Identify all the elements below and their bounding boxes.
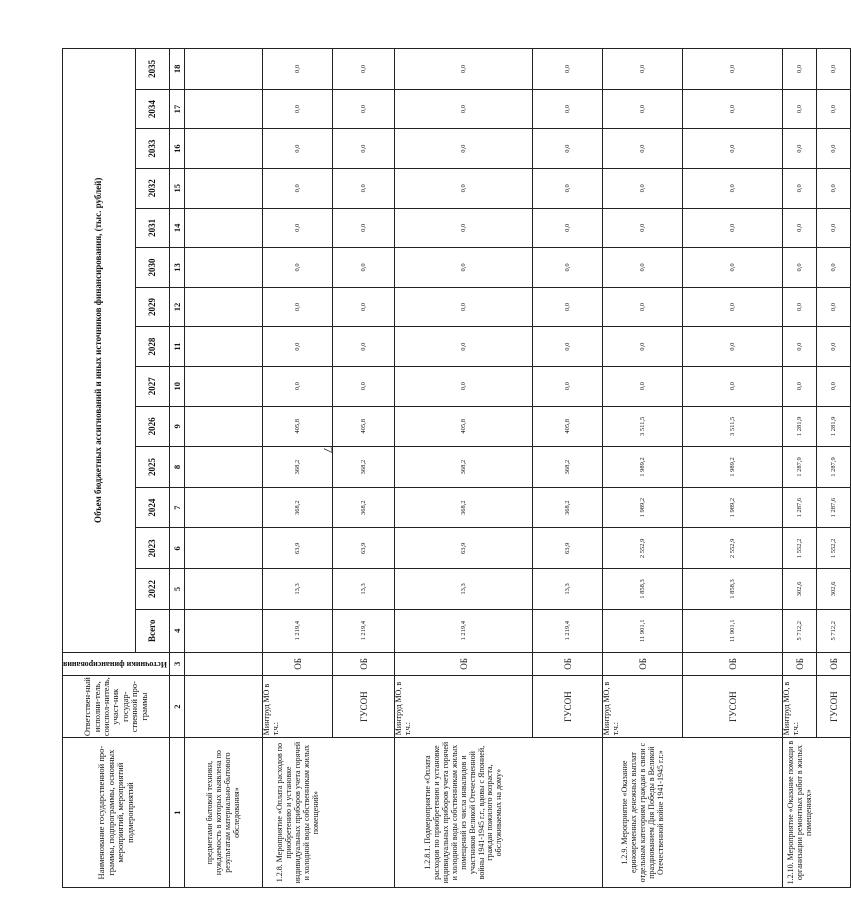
- header-total: Всего: [135, 609, 170, 652]
- row-value: 2 552,9: [603, 528, 683, 569]
- header-col-number: 12: [170, 287, 185, 327]
- row-value: 0,0: [263, 327, 333, 367]
- row-value: 0,0: [683, 168, 783, 208]
- row-value: [185, 609, 263, 652]
- row-source: ОБ: [683, 652, 783, 676]
- row-value: 11 901,1: [683, 609, 783, 652]
- row-value: 1 989,2: [603, 447, 683, 488]
- row-responsible: ГУСОН: [683, 676, 783, 738]
- row-value: 368,2: [263, 487, 333, 528]
- row-value: 1 287,6: [817, 487, 851, 528]
- header-col-number: 2: [170, 676, 185, 738]
- row-source: ОБ: [533, 652, 603, 676]
- row-value: 63,9: [263, 528, 333, 569]
- row-value: 405,8: [533, 406, 603, 447]
- row-value: 1 989,2: [683, 447, 783, 488]
- table-body: [185, 49, 851, 888]
- header-source: [63, 652, 170, 676]
- row-value: 0,0: [683, 208, 783, 248]
- row-value: 0,0: [533, 208, 603, 248]
- row-value: 0,0: [333, 366, 395, 406]
- row-value: 0,0: [603, 248, 683, 288]
- row-value: 302,6: [817, 569, 851, 610]
- table-row: [185, 49, 263, 888]
- row-value: 0,0: [783, 287, 817, 327]
- row-value: 0,0: [817, 327, 851, 367]
- row-name: 1.2.10. Мероприятие «Оказание помощи в организации ремонтных работ в жилых помещениях»: [783, 738, 817, 888]
- row-value: 0,0: [683, 129, 783, 169]
- table-row: [683, 49, 783, 888]
- row-value: 0,0: [395, 327, 533, 367]
- row-value: [185, 89, 263, 129]
- row-name: [333, 738, 395, 888]
- row-value: [185, 208, 263, 248]
- row-value: 0,0: [817, 129, 851, 169]
- row-value: 1 219,4: [333, 609, 395, 652]
- row-value: 0,0: [333, 287, 395, 327]
- row-source: ОБ: [603, 652, 683, 676]
- header-funding: Объем бюджетных ассигнований и иных источников финансирования, (тыс. рублей): [63, 49, 136, 653]
- row-value: 0,0: [783, 129, 817, 169]
- header-col-number: 17: [170, 89, 185, 129]
- row-value: 1 858,3: [683, 569, 783, 610]
- row-value: 1 281,9: [783, 406, 817, 447]
- row-value: [185, 447, 263, 488]
- row-value: 0,0: [817, 89, 851, 129]
- row-value: 0,0: [333, 89, 395, 129]
- header-col-number: 5: [170, 569, 185, 610]
- row-value: 0,0: [817, 49, 851, 90]
- header-col-number: 16: [170, 129, 185, 169]
- row-value: 0,0: [683, 248, 783, 288]
- row-value: [185, 569, 263, 610]
- row-value: 3 511,5: [603, 406, 683, 447]
- row-value: 0,0: [263, 168, 333, 208]
- row-value: 1 287,6: [783, 487, 817, 528]
- row-value: 13,3: [395, 569, 533, 610]
- row-value: 0,0: [395, 168, 533, 208]
- row-value: [185, 366, 263, 406]
- header-col-number: 1: [170, 738, 185, 888]
- row-value: 0,0: [783, 49, 817, 90]
- funding-table: [62, 48, 851, 888]
- row-value: 3 511,5: [683, 406, 783, 447]
- header-year-2031: 2031: [135, 208, 170, 248]
- header-col-number: 18: [170, 49, 185, 90]
- row-value: 1 552,2: [817, 528, 851, 569]
- row-name: 1.2.8. Мероприятие «Оплата расходов по приобретению и установке индивидуальных приборов учета горячей и холодной воды собственникам жилых помещений»: [263, 738, 333, 888]
- row-value: 1 858,3: [603, 569, 683, 610]
- row-value: 0,0: [263, 49, 333, 90]
- row-value: 0,0: [533, 129, 603, 169]
- header-responsible: Ответствен-ный исполни-тель, соиспол-нитель, участ-ник государ-ственной про-граммы: [63, 676, 170, 738]
- row-value: 0,0: [683, 89, 783, 129]
- header-col-number: 11: [170, 327, 185, 367]
- row-value: 1 219,4: [395, 609, 533, 652]
- row-value: 0,0: [333, 49, 395, 90]
- header-col-number: 8: [170, 447, 185, 488]
- row-value: 0,0: [603, 129, 683, 169]
- header-col-number: 14: [170, 208, 185, 248]
- row-value: 368,2: [395, 447, 533, 488]
- table-row: [603, 49, 683, 888]
- row-value: 0,0: [817, 366, 851, 406]
- row-name: 1.2.9. Мероприятие «Оказание единовременных денежных выплат отдельным категориям граждан в связи с празднованием Дня Победы в Великой Отечественной войне 1941-1945 г.г.»: [603, 738, 683, 888]
- header-col-number: 9: [170, 406, 185, 447]
- row-value: 405,8: [395, 406, 533, 447]
- row-source: [185, 652, 263, 676]
- header-year-2026: 2026: [135, 406, 170, 447]
- row-value: 405,8: [333, 406, 395, 447]
- table-row: [395, 49, 533, 888]
- row-value: 11 901,1: [603, 609, 683, 652]
- row-value: 0,0: [683, 49, 783, 90]
- row-responsible: ГУСОН: [533, 676, 603, 738]
- row-value: 1 287,9: [783, 447, 817, 488]
- row-value: 1 281,9: [817, 406, 851, 447]
- header-year-2034: 2034: [135, 89, 170, 129]
- row-value: 0,0: [533, 327, 603, 367]
- row-source: ОБ: [783, 652, 817, 676]
- header-col-number: 10: [170, 366, 185, 406]
- page-number: 7: [321, 446, 336, 454]
- row-value: 0,0: [603, 89, 683, 129]
- row-value: 13,3: [533, 569, 603, 610]
- row-value: 0,0: [683, 287, 783, 327]
- row-value: 0,0: [533, 89, 603, 129]
- row-value: 0,0: [333, 129, 395, 169]
- header-col-number: 6: [170, 528, 185, 569]
- row-value: 0,0: [817, 208, 851, 248]
- table-row: [817, 49, 851, 888]
- row-value: 0,0: [683, 366, 783, 406]
- row-responsible: ГУСОН: [333, 676, 395, 738]
- header-year-2030: 2030: [135, 248, 170, 288]
- row-responsible: Минтруд МО, в т.ч.:: [395, 676, 533, 738]
- row-responsible: Минтруд МО в т.ч.:: [263, 676, 333, 738]
- row-value: 1 989,2: [603, 487, 683, 528]
- row-value: 0,0: [263, 366, 333, 406]
- row-value: 0,0: [603, 327, 683, 367]
- rotated-page: [62, 48, 839, 888]
- row-value: [185, 287, 263, 327]
- row-value: [185, 49, 263, 90]
- row-value: 0,0: [683, 327, 783, 367]
- row-value: 368,2: [333, 447, 395, 488]
- row-value: 0,0: [395, 248, 533, 288]
- row-value: 0,0: [395, 129, 533, 169]
- header-name: Наименование государственной про-граммы, подпрограммы, основных мероприятий, мероприятий подмероприятий: [63, 738, 170, 888]
- row-value: 368,2: [333, 487, 395, 528]
- row-value: 5 712,2: [783, 609, 817, 652]
- row-value: 2 552,9: [683, 528, 783, 569]
- header-source-text: Источники финансирования: [63, 660, 167, 670]
- row-value: 0,0: [783, 89, 817, 129]
- row-source: ОБ: [817, 652, 851, 676]
- row-source: ОБ: [333, 652, 395, 676]
- header-col-number: 3: [170, 652, 185, 676]
- row-value: 0,0: [333, 248, 395, 288]
- row-value: [185, 129, 263, 169]
- header-row-numbers: [170, 49, 185, 888]
- table-row: [533, 49, 603, 888]
- row-name: предметами бытовой техники, нуждаемость в которых выявлена по результатам материально-бытового обследования»: [185, 738, 263, 888]
- row-value: 0,0: [817, 287, 851, 327]
- row-value: 0,0: [533, 248, 603, 288]
- row-value: 302,6: [783, 569, 817, 610]
- table-row: [333, 49, 395, 888]
- row-value: 63,9: [533, 528, 603, 569]
- row-responsible: Минтруд МО, в т.ч.:: [783, 676, 817, 738]
- row-value: 0,0: [263, 129, 333, 169]
- row-value: 0,0: [333, 168, 395, 208]
- row-value: 0,0: [333, 208, 395, 248]
- header-year-2035: 2035: [135, 49, 170, 90]
- row-value: 0,0: [783, 327, 817, 367]
- row-name: 1.2.8.1. Подмероприятие «Оплата расходов по приобретению и установке индивидуальных приборов учета горячей и холодной воды собственникам жилых помещений из числа инвалидов и участников Великой Отечественной войны 1941-1945 г.г., вдовы с Японией, граждан пожилого возраста, обслуживаемых на дому»: [395, 738, 533, 888]
- row-value: 368,2: [533, 487, 603, 528]
- row-value: [185, 487, 263, 528]
- row-value: [185, 528, 263, 569]
- header-year-2032: 2032: [135, 168, 170, 208]
- row-value: 0,0: [395, 366, 533, 406]
- row-value: 368,2: [263, 447, 333, 488]
- header-col-number: 7: [170, 487, 185, 528]
- row-value: 0,0: [533, 287, 603, 327]
- row-value: 1 219,4: [533, 609, 603, 652]
- row-value: 0,0: [783, 168, 817, 208]
- header-col-number: 15: [170, 168, 185, 208]
- header-year-2025: 2025: [135, 447, 170, 488]
- row-value: [185, 168, 263, 208]
- header-year-2028: 2028: [135, 327, 170, 367]
- header-year-2029: 2029: [135, 287, 170, 327]
- header-year-2024: 2024: [135, 487, 170, 528]
- table-row: [783, 49, 817, 888]
- row-value: [185, 406, 263, 447]
- row-value: 0,0: [603, 287, 683, 327]
- table-row: [263, 49, 333, 888]
- row-value: 0,0: [395, 49, 533, 90]
- row-value: 1 287,9: [817, 447, 851, 488]
- row-responsible: [185, 676, 263, 738]
- row-value: 0,0: [603, 49, 683, 90]
- row-responsible: ГУСОН: [817, 676, 851, 738]
- row-value: 63,9: [395, 528, 533, 569]
- header-year-2033: 2033: [135, 129, 170, 169]
- header-row-1: [63, 49, 136, 888]
- row-value: 0,0: [817, 168, 851, 208]
- row-name: [817, 738, 851, 888]
- row-value: 0,0: [533, 168, 603, 208]
- header-year-2027: 2027: [135, 366, 170, 406]
- row-responsible: Минтруд МО, в т.ч.:: [603, 676, 683, 738]
- row-value: 368,2: [395, 487, 533, 528]
- header-col-number: 4: [170, 609, 185, 652]
- row-value: 0,0: [533, 49, 603, 90]
- row-value: 0,0: [395, 287, 533, 327]
- row-value: [185, 248, 263, 288]
- row-value: 13,3: [333, 569, 395, 610]
- row-value: 0,0: [603, 208, 683, 248]
- row-value: 1 552,2: [783, 528, 817, 569]
- row-value: 0,0: [263, 208, 333, 248]
- row-value: 13,3: [263, 569, 333, 610]
- row-value: 0,0: [395, 89, 533, 129]
- row-value: 0,0: [783, 208, 817, 248]
- row-value: 368,2: [533, 447, 603, 488]
- row-value: 0,0: [603, 366, 683, 406]
- row-name: [683, 738, 783, 888]
- row-value: 0,0: [263, 287, 333, 327]
- header-year-2022: 2022: [135, 569, 170, 610]
- row-value: 0,0: [783, 248, 817, 288]
- row-value: 0,0: [333, 327, 395, 367]
- row-value: 5 712,2: [817, 609, 851, 652]
- row-value: 1 989,2: [683, 487, 783, 528]
- row-value: [185, 327, 263, 367]
- row-value: 0,0: [783, 366, 817, 406]
- header-year-2023: 2023: [135, 528, 170, 569]
- row-source: ОБ: [263, 652, 333, 676]
- row-value: 0,0: [395, 208, 533, 248]
- row-value: 1 219,4: [263, 609, 333, 652]
- row-value: 0,0: [533, 366, 603, 406]
- row-value: 0,0: [817, 248, 851, 288]
- row-value: 63,9: [333, 528, 395, 569]
- row-name: [533, 738, 603, 888]
- row-source: ОБ: [395, 652, 533, 676]
- row-value: 0,0: [603, 168, 683, 208]
- row-value: 0,0: [263, 248, 333, 288]
- row-value: 0,0: [263, 89, 333, 129]
- header-col-number: 13: [170, 248, 185, 288]
- row-value: 405,8: [263, 406, 333, 447]
